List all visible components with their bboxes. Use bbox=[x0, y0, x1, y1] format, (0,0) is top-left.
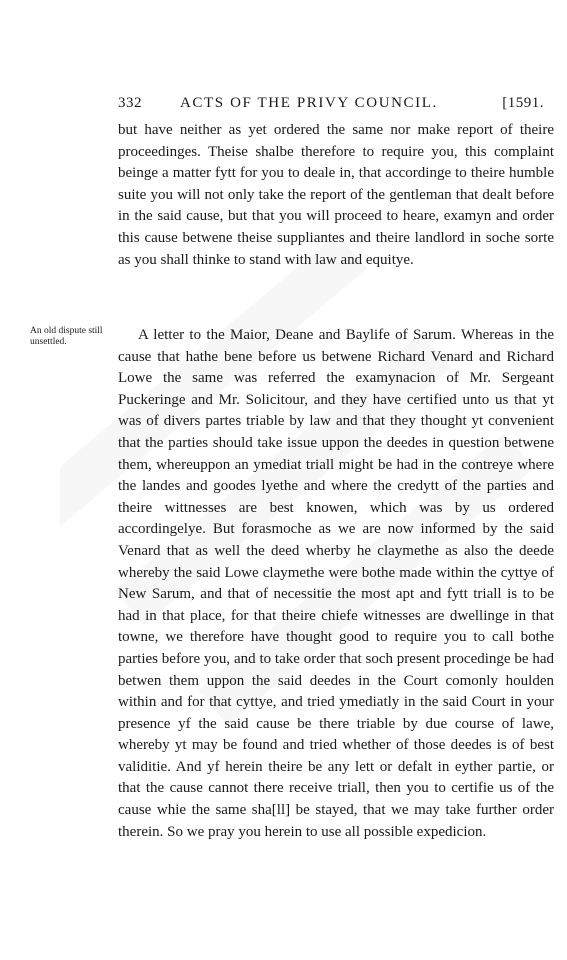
page-header bbox=[118, 92, 544, 114]
page-number: 332 bbox=[118, 95, 142, 111]
running-title: ACTS OF THE PRIVY COUNCIL. bbox=[180, 95, 438, 111]
margin-note: An old dispute still unsettled. bbox=[30, 326, 103, 347]
paragraph-continuation: but have neither as yet ordered the same nor make report of theire proceedinges. Theise shalbe therefore to require you, this complaint beinge a matter fytt for you to deale in, that accordinge to theire humble suite you will not only take the report of the gentleman that dealt before in the said cause, but that you will proceed to heare, examyn and order this cause betwene theise suppliantes and theire landlord in soche sorte as you shall thinke to stand with law and equitye. bbox=[118, 122, 554, 268]
year-label: [1591. bbox=[502, 95, 544, 111]
paragraph-letter: A letter to the Maior, Deane and Baylife of Sarum. Whereas in the cause that hathe bene before us betwene Richard Venard and Richard Lowe the same was referred the examynacion of Mr. Sergeant Puckeringe and Mr. Solicitour, and they have certified unto us that yt was of divers partes triable by law and that they thought yt convenient that the parties should take issue uppon the deedes in question betwene them, whereuppon an ymediat triall might be had in the contreye where the landes and goodes lyethe and where the credytt of the parties and theire wittnesses are best knowen, which was by us ordered accordingelye. But forasmoche as we are now informed by the said Venard that as well the deed wherby he claymethe as also the deede whereby the said Lowe claymethe were bothe made within the cyttye of New Sarum, and that of necessitie the most apt and fytt triall is to be had in that place, for that theire chiefe witnesses are dwellinge in that towne, we therefore have thought good to require you to call bothe parties before you, and to take order that soch present procedinge be had betwen them uppon the said deedes in the Court comonly houlden within and for that cyttye, and tried ymediatly in the said Court in your presence yf the said cause be there triable by due course of lawe, whereby yt may be found and tried whether of those deedes is of best validitie. And yf herein theire be any lett or defalt in eyther partie, or that the cause cannot there receive triall, then you to certifie us of the cause whie the same sha[ll] be stayed, that we may take further order therein. So we pray you herein to use all possible expedicion. bbox=[118, 327, 554, 840]
